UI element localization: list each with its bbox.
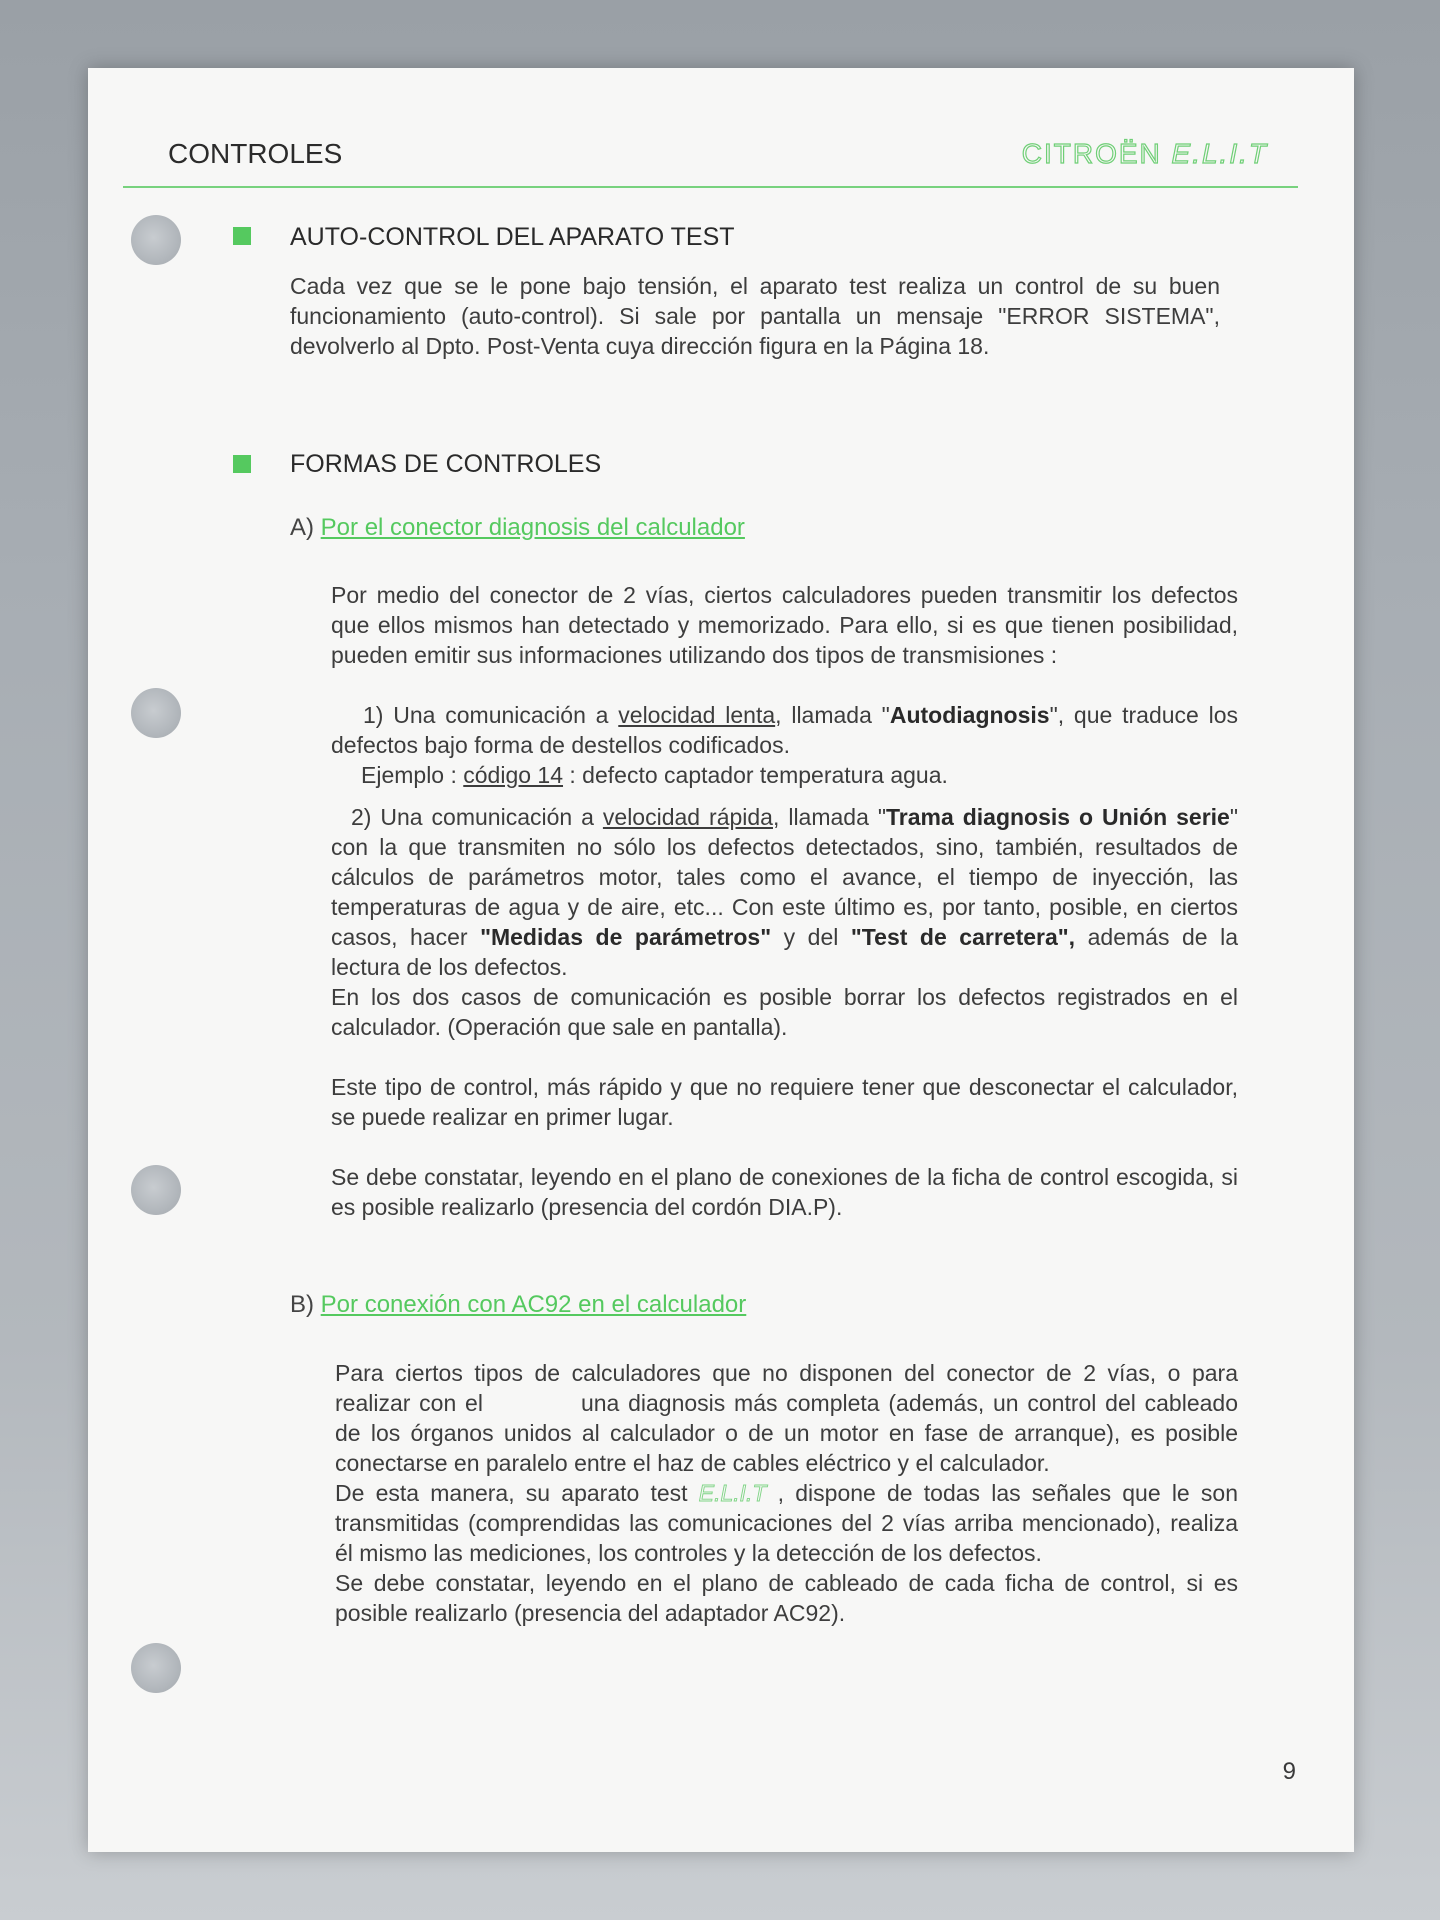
example-code: código 14 (463, 762, 564, 788)
section-bullet (233, 455, 251, 473)
example-label: Ejemplo : (361, 762, 457, 788)
brand-logo (1022, 138, 1268, 170)
item-2-text: , llamada " (772, 804, 886, 830)
item-2-text: 2) Una comunicación a (351, 804, 594, 830)
page-title: CONTROLES (168, 138, 343, 169)
item-1-bold: Autodiagnosis (889, 702, 1050, 728)
brand-name: CITROËN (1021, 138, 1162, 169)
document-page (88, 68, 1354, 1852)
subsection-b-title (290, 1291, 746, 1319)
section-title-autocontrol: AUTO-CONTROL DEL APARATO TEST (290, 223, 735, 251)
autocontrol-text: Cada vez que se le pone bajo tensión, el aparato test realiza un control de su buen funcionamiento (auto-control). Si sale por pantalla un mensaje "ERROR SISTEMA", devolverlo al Dpto. Post-Venta cuya dirección figura en la Página 18. (290, 273, 1220, 359)
subsection-a-heading: Por el conector diagnosis del calculador (320, 514, 745, 541)
binder-hole (131, 1643, 181, 1693)
page-header (168, 138, 1268, 178)
item-2-followup: En los dos casos de comunicación es posible borrar los defectos registrados en el calculador. (Operación que sale en pantalla). (331, 984, 1238, 1040)
subsection-b-text: Para ciertos tipos de calculadores que no disponen del conector de 2 vías, o para realizar con el (335, 1360, 1238, 1416)
subsection-b-text: , dispone de todas las señales que le son transmitidas (comprendidas las comunicaciones del 2 vías arriba mencionado), realiza él mismo las mediciones, los controles y la detección de los defectos. (335, 1480, 1238, 1566)
item-2-bold: "Medidas de parámetros" (480, 924, 772, 950)
subsection-a-intro: Por medio del conector de 2 vías, ciertos calculadores pueden transmitir los defectos que ellos mismos han detectado y memorizado. Para ello, si es que tienen posibilidad, pueden emitir sus informaciones utilizando dos tipos de transmisiones : (331, 582, 1238, 668)
item-2-underline: velocidad rápida (602, 804, 773, 830)
section-title-formas: FORMAS DE CONTROLES (290, 450, 602, 478)
binder-hole (131, 688, 181, 738)
item-1 (331, 700, 1238, 760)
item-2-text: " con la que transmiten no sólo los defectos detectados, sino, también, resultados de cálculos de parámetros motor, tales como el avance, el tiempo de inyección, las temperaturas de agua y de aire, etc... Con este último es, por tanto, posible, en ciertos casos, hacer (331, 804, 1239, 950)
subsection-b-heading: Por conexión con AC92 en el calculador (320, 1291, 747, 1318)
elit-brand: E.L.I.T (698, 1480, 767, 1506)
subsection-a-body (331, 580, 1238, 1222)
brand-model: E.L.I.T (1171, 138, 1268, 169)
page-number: 9 (1282, 1758, 1296, 1785)
subsection-b-para2 (335, 1478, 1238, 1568)
item-2-text: además de la lectura de los defectos. (331, 924, 1238, 980)
item-2-text: y del (771, 924, 851, 950)
item-2-bold: Trama diagnosis o Unión serie (886, 804, 1230, 830)
subsection-b-text: una diagnosis más completa (además, un control del cableado de los órganos unidos al calculador o de un motor en fase de arranque), es posible conectarse en paralelo entre el haz de cables eléctrico y el calculador. (335, 1390, 1238, 1476)
subsection-b-para1 (335, 1358, 1238, 1478)
example-line (331, 760, 1238, 790)
subsection-a-para3: Se debe constatar, leyendo en el plano de conexiones de la ficha de control escogida, si es posible realizarlo (presencia del cordón DIA.P). (331, 1164, 1238, 1220)
subsection-a-para2: Este tipo de control, más rápido y que no requiere tener que desconectar el calculador, se puede realizar en primer lugar. (331, 1074, 1238, 1130)
item-1-text: , llamada " (775, 702, 890, 728)
example-text: : defecto captador temperatura agua. (569, 762, 948, 788)
subsection-a-prefix: A) (290, 514, 314, 541)
subsection-b-para3: Se debe constatar, leyendo en el plano de cableado de cada ficha de control, si es posible realizarlo (presencia del adaptador AC92). (335, 1570, 1238, 1626)
header-divider (123, 186, 1298, 188)
subsection-b-text: De esta manera, su aparato test (335, 1480, 688, 1506)
subsection-a-title (290, 514, 745, 542)
section-bullet (233, 227, 251, 245)
binder-hole (131, 1165, 181, 1215)
item-1-underline: velocidad lenta (618, 702, 776, 728)
item-2-bold: "Test de carretera", (850, 924, 1076, 950)
subsection-b-body (335, 1358, 1238, 1628)
item-1-text: ", que traduce los defectos bajo forma de destellos codificados. (331, 702, 1239, 758)
item-1-text: 1) Una comunicación a (363, 702, 609, 728)
binder-hole (131, 215, 181, 265)
subsection-b-prefix: B) (290, 1291, 314, 1318)
item-2 (331, 802, 1238, 982)
